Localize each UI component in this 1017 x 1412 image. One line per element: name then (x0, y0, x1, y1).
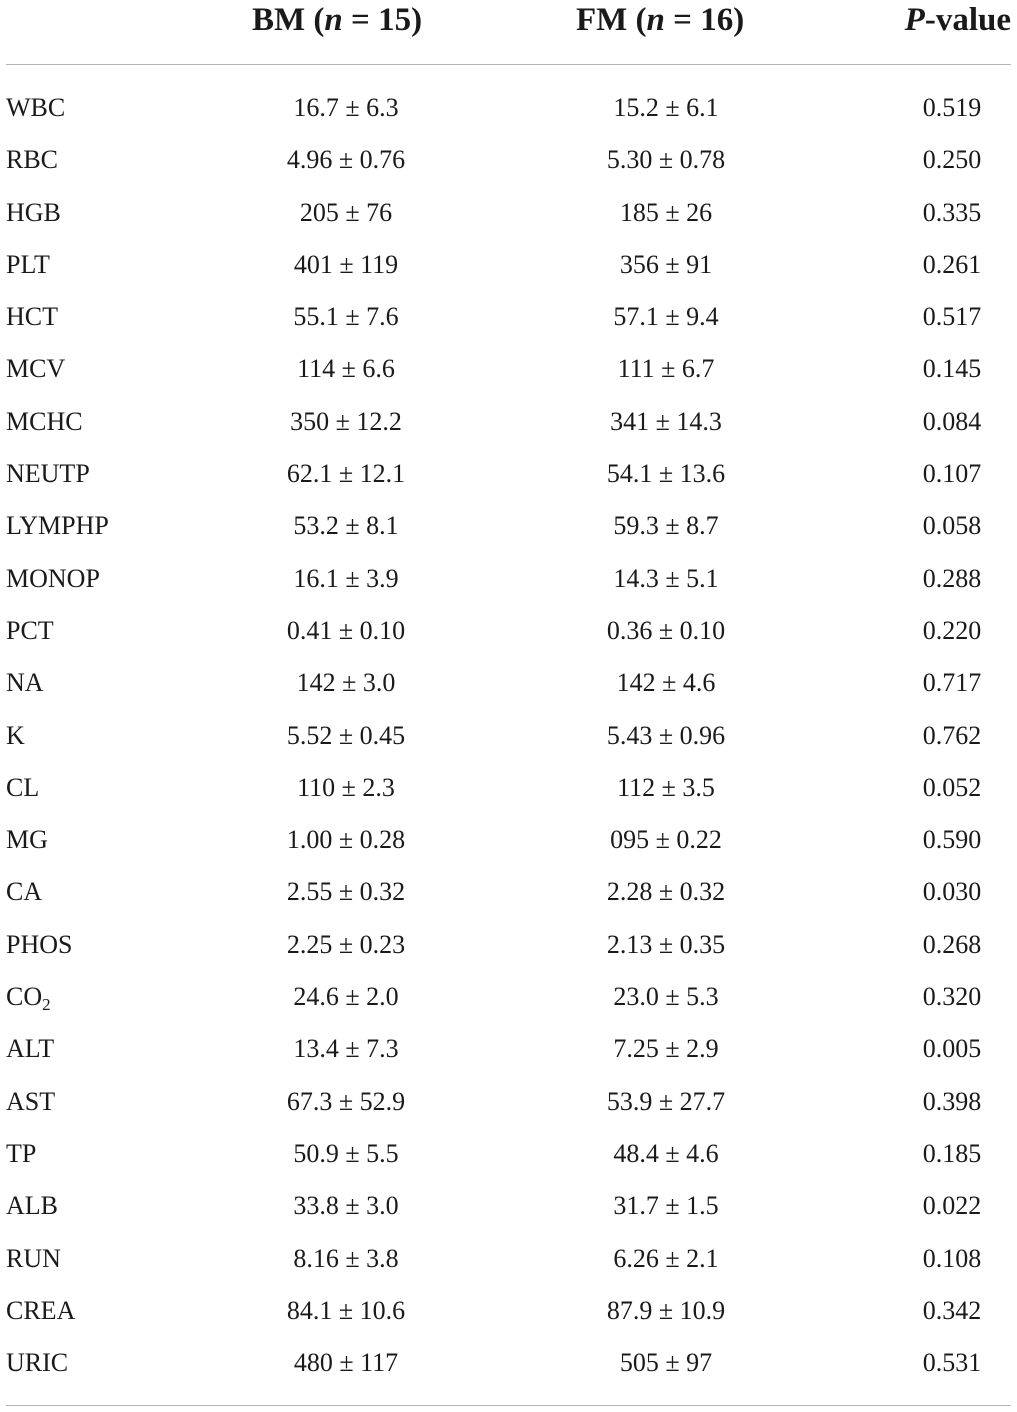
p-value: 0.185 (922, 1138, 982, 1168)
fm-value: 341 ± 14.3 (610, 406, 722, 436)
row-label (6, 1233, 61, 1285)
bm-value: 13.4 ± 7.3 (293, 1034, 399, 1064)
fm-value: 185 ± 26 (619, 197, 713, 227)
bm-value: 2.55 ± 0.32 (286, 877, 406, 907)
table-row (0, 1076, 1017, 1128)
bm-value: 62.1 ± 12.1 (286, 459, 406, 489)
row-label (6, 500, 109, 552)
table-row (0, 134, 1017, 186)
row-label-text: URIC (6, 1348, 69, 1378)
p-value: 0.320 (922, 982, 982, 1012)
p-value: 0.107 (922, 459, 982, 489)
fm-value: 7.25 ± 2.9 (613, 1034, 719, 1064)
row-label (6, 396, 83, 448)
fm-value: 356 ± 91 (619, 249, 713, 279)
fm-value: 505 ± 97 (619, 1348, 713, 1378)
row-label-text: CO (6, 982, 43, 1012)
p-value: 0.250 (922, 145, 982, 175)
table-row (0, 1285, 1017, 1337)
row-label-text: MCHC (6, 406, 83, 436)
bm-value: 114 ± 6.6 (297, 354, 395, 384)
row-label-subscript: 2 (42, 995, 51, 1015)
row-label (6, 1337, 68, 1389)
row-label (6, 710, 25, 762)
p-value: 0.030 (922, 877, 982, 907)
header-fm-post: = 16) (664, 2, 745, 38)
table-row (0, 448, 1017, 500)
bm-value: 24.6 ± 2.0 (293, 982, 399, 1012)
row-label-text: TP (6, 1138, 37, 1168)
p-value: 0.398 (922, 1086, 982, 1116)
bm-value: 1.00 ± 0.28 (286, 825, 406, 855)
row-label-text: HCT (6, 302, 58, 332)
table-row (0, 1337, 1017, 1389)
table-row (0, 971, 1017, 1023)
bm-value: 50.9 ± 5.5 (293, 1138, 399, 1168)
row-label (6, 814, 48, 866)
p-value: 0.762 (922, 720, 982, 750)
bm-value: 8.16 ± 3.8 (293, 1243, 399, 1273)
table-row (0, 1233, 1017, 1285)
row-label (6, 553, 100, 605)
bottom-rule (6, 1405, 1011, 1406)
row-label-text: ALT (6, 1034, 55, 1064)
row-label-text: HGB (6, 197, 61, 227)
fm-value: 112 ± 3.5 (617, 772, 715, 802)
fm-value: 23.0 ± 5.3 (613, 982, 719, 1012)
header-bm-n: n (324, 2, 343, 38)
row-label-text: PLT (6, 249, 50, 279)
row-label (6, 1076, 55, 1128)
bm-value: 33.8 ± 3.0 (293, 1191, 399, 1221)
row-label (6, 187, 61, 239)
table-row (0, 553, 1017, 605)
row-label (6, 762, 39, 814)
table-row (0, 605, 1017, 657)
bm-value: 205 ± 76 (299, 197, 393, 227)
bm-value: 5.52 ± 0.45 (286, 720, 406, 750)
p-value: 0.335 (922, 197, 982, 227)
fm-value: 0.36 ± 0.10 (606, 615, 726, 645)
fm-value: 53.9 ± 27.7 (606, 1086, 726, 1116)
p-value: 0.288 (922, 563, 982, 593)
table-row (0, 919, 1017, 971)
table-row (0, 1128, 1017, 1180)
table-row (0, 814, 1017, 866)
row-label-text: NEUTP (6, 459, 90, 489)
p-value: 0.261 (922, 249, 982, 279)
row-label-text: CREA (6, 1295, 76, 1325)
row-label-text: WBC (6, 93, 66, 122)
table-row (0, 82, 1017, 134)
header-bm-post: = 15) (342, 2, 423, 38)
row-label (6, 1023, 54, 1075)
row-label-text: CL (6, 772, 40, 802)
header-rule (6, 64, 1011, 65)
row-label-text: LYMPHP (6, 511, 109, 541)
row-label (6, 866, 42, 918)
p-value: 0.268 (922, 929, 982, 959)
row-label (6, 1285, 75, 1337)
row-label-text: MCV (6, 354, 66, 384)
p-value: 0.342 (922, 1295, 982, 1325)
fm-value: 6.26 ± 2.1 (613, 1243, 719, 1273)
bm-value: 67.3 ± 52.9 (286, 1086, 406, 1116)
row-label-text: RBC (6, 145, 59, 175)
p-value: 0.084 (922, 406, 982, 436)
p-value: 0.005 (922, 1034, 982, 1064)
fm-value: 14.3 ± 5.1 (613, 563, 719, 593)
fm-value: 15.2 ± 6.1 (613, 93, 719, 122)
bm-value: 0.41 ± 0.10 (286, 615, 406, 645)
row-label (6, 605, 54, 657)
row-label-text: PHOS (6, 929, 73, 959)
fm-value: 87.9 ± 10.9 (606, 1295, 726, 1325)
table-header (0, 0, 1017, 64)
bm-value: 142 ± 3.0 (296, 668, 396, 698)
table-row (0, 657, 1017, 709)
header-fm (576, 0, 744, 40)
p-value: 0.717 (922, 668, 982, 698)
row-label (6, 343, 65, 395)
row-label-text: K (6, 720, 25, 750)
table-row (0, 1023, 1017, 1075)
table-row (0, 710, 1017, 762)
bm-value: 16.7 ± 6.3 (293, 93, 399, 122)
fm-value: 59.3 ± 8.7 (613, 511, 719, 541)
table-row (0, 187, 1017, 239)
fm-value: 57.1 ± 9.4 (613, 302, 719, 332)
table-body (0, 82, 1017, 1389)
bm-value: 84.1 ± 10.6 (286, 1295, 406, 1325)
bm-value: 350 ± 12.2 (290, 406, 402, 436)
fm-value: 5.30 ± 0.78 (606, 145, 726, 175)
p-value: 0.590 (922, 825, 982, 855)
table-row (0, 866, 1017, 918)
fm-value: 142 ± 4.6 (616, 668, 716, 698)
p-value: 0.517 (922, 302, 982, 332)
row-label-text: NA (6, 668, 44, 698)
row-label (6, 1128, 36, 1180)
bm-value: 2.25 ± 0.23 (286, 929, 406, 959)
row-label (6, 1180, 58, 1232)
header-bm (252, 0, 422, 40)
p-value: 0.022 (922, 1191, 982, 1221)
table-row (0, 1180, 1017, 1232)
table-row (0, 762, 1017, 814)
header-fm-n: n (646, 2, 665, 38)
header-p: P (904, 2, 925, 38)
header-p-post: -value (924, 2, 1011, 38)
row-label (6, 448, 90, 500)
header-bm-pre: BM ( (252, 2, 325, 38)
table-row (0, 343, 1017, 395)
p-value: 0.531 (922, 1348, 982, 1378)
bm-value: 55.1 ± 7.6 (293, 302, 399, 332)
row-label-text: AST (6, 1086, 56, 1116)
bm-value: 4.96 ± 0.76 (286, 145, 406, 175)
row-label-text: MONOP (6, 563, 100, 593)
fm-value: 2.13 ± 0.35 (606, 929, 726, 959)
fm-value: 5.43 ± 0.96 (606, 720, 726, 750)
fm-value: 31.7 ± 1.5 (613, 1191, 719, 1221)
row-label-text: ALB (6, 1191, 58, 1221)
row-label (6, 239, 50, 291)
row-label-text: PCT (6, 615, 54, 645)
fm-value: 095 ± 0.22 (610, 825, 722, 855)
header-p-value (905, 0, 1011, 40)
p-value: 0.052 (922, 772, 982, 802)
table-row (0, 239, 1017, 291)
bm-value: 53.2 ± 8.1 (293, 511, 399, 541)
fm-value: 48.4 ± 4.6 (613, 1138, 719, 1168)
row-label (6, 291, 58, 343)
bm-value: 110 ± 2.3 (297, 772, 395, 802)
row-label (6, 134, 58, 186)
p-value: 0.108 (922, 1243, 982, 1273)
fm-value: 54.1 ± 13.6 (606, 459, 726, 489)
p-value: 0.058 (922, 511, 982, 541)
row-label (6, 82, 65, 134)
bm-value: 16.1 ± 3.9 (293, 563, 399, 593)
row-label (6, 919, 72, 971)
table-row (0, 500, 1017, 552)
p-value: 0.145 (922, 354, 982, 384)
table-row (0, 291, 1017, 343)
p-value: 0.519 (922, 93, 982, 122)
bm-value: 401 ± 119 (293, 249, 399, 279)
fm-value: 2.28 ± 0.32 (606, 877, 726, 907)
row-label-text: RUN (6, 1243, 61, 1273)
row-label (6, 657, 44, 709)
row-label-text: MG (6, 825, 48, 855)
fm-value: 111 ± 6.7 (617, 354, 715, 384)
p-value: 0.220 (922, 615, 982, 645)
row-label (6, 971, 51, 1023)
table-row (0, 396, 1017, 448)
row-label-text: CA (6, 877, 43, 907)
bm-value: 480 ± 117 (293, 1348, 399, 1378)
header-fm-pre: FM ( (576, 2, 647, 38)
